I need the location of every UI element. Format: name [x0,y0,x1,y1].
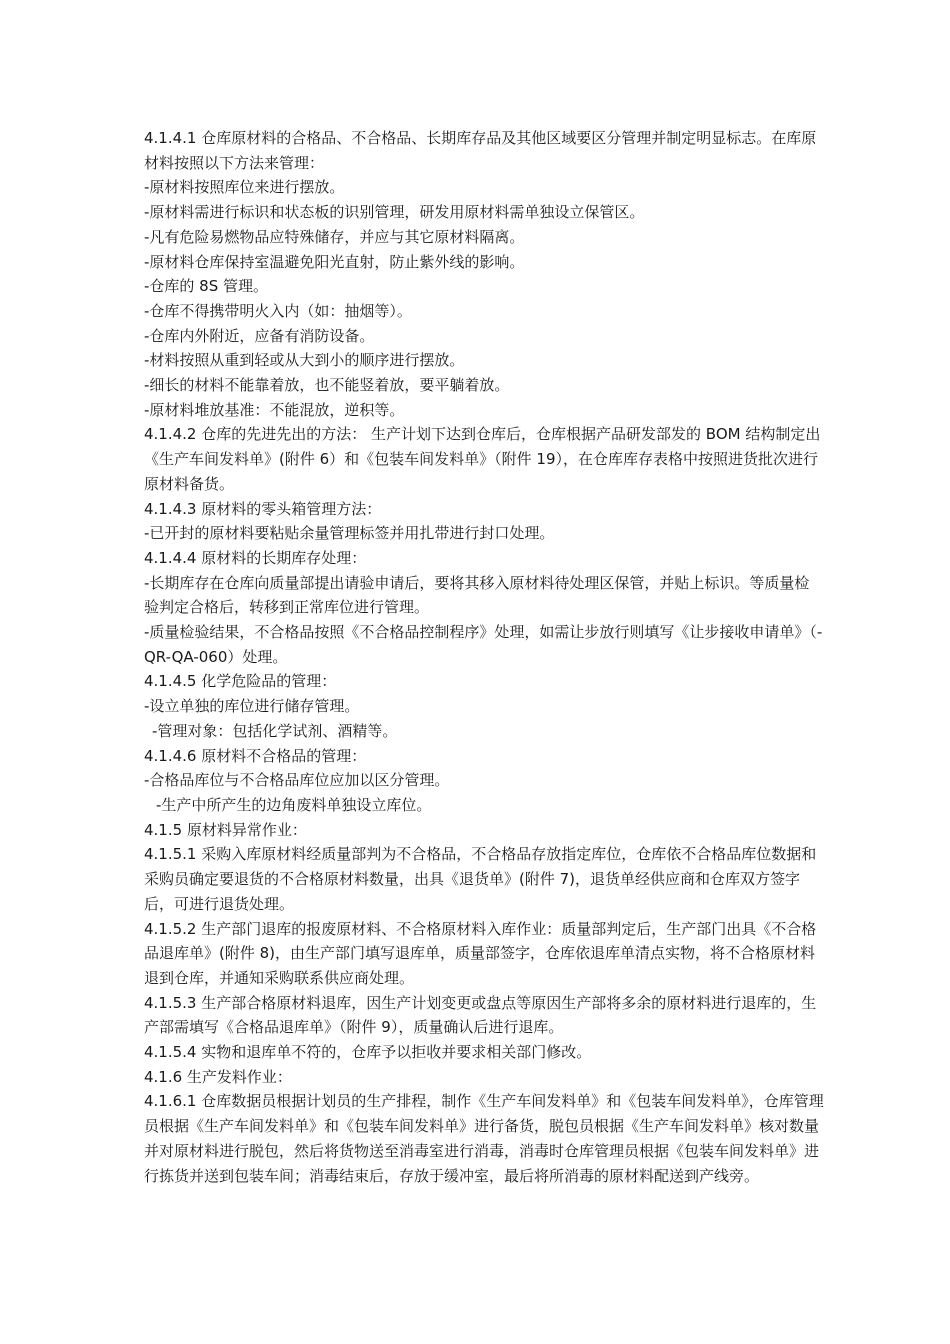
section-heading-4-1-6: 4.1.6 生产发料作业： [144,1067,292,1086]
list-item: -长期库存在仓库向质量部提出请验申请后，要将其移入原材料待处理区保管，并贴上标识。等质量检验判定合格后，转移到正常库位进行管理。 [144,573,810,617]
list-item: -管理对象：包括化学试剂、酒精等。 [152,721,398,740]
list-item: -原材料需进行标识和状态板的识别管理，研发用原材料需单独设立保管区。 [144,203,645,222]
list-item: -合格品库位与不合格品库位应加以区分管理。 [144,771,450,790]
paragraph-4-1-5-2: 4.1.5.2 生产部门退库的报废原材料、不合格原材料入库作业：质量部判定后，生产部门出具《不合格品退库单》(附件 8)，由生产部门填写退库单，质量部签字，仓库依退库单清点实物，将不合格原材料退到仓库，并通知采购联系供应商处理。 [144,919,817,987]
list-item: -生产中所产生的边角废料单独设立库位。 [156,795,432,814]
section-heading-4-1-4-5: 4.1.4.5 化学危险品的管理： [144,672,337,691]
paragraph-4-1-4-1: 4.1.4.1 仓库原材料的合格品、不合格品、长期库存品及其他区域要区分管理并制定明显标志。在库原材料按照以下方法来管理： [144,129,817,172]
paragraph-4-1-5-4: 4.1.5.4 实物和退库单不符的，仓库予以拒收并要求相关部门修改。 [144,1043,592,1062]
list-item: -原材料仓库保持室温避免阳光直射，防止紫外线的影响。 [144,252,525,271]
paragraph-4-1-5-3: 4.1.5.3 生产部合格原材料退库，因生产计划变更或盘点等原因生产部将多余的原材料进行退库的，生产部需填写《合格品退库单》（附件 9），质量确认后进行退库。 [144,993,817,1037]
list-item: -材料按照从重到轻或从大到小的顺序进行摆放。 [144,351,465,370]
list-item: -质量检验结果，不合格品按照《不合格品控制程序》处理，如需让步放行则填写《让步接收申请单》（-QR-QA-060）处理。 [144,623,823,666]
list-item: -已开封的原材料要粘贴余量管理标签并用扎带进行封口处理。 [144,524,555,543]
list-item: -仓库的 8S 管理。 [144,277,269,296]
paragraph-4-1-5-1: 4.1.5.1 采购入库原材料经质量部判为不合格品，不合格品存放指定库位，仓库依不合格品库位数据和采购员确定要退货的不合格原材料数量，出具《退货单》(附件 7)，退货单经供应商和仓库双方签字后，可进行退货处理。 [144,845,817,913]
list-item: -设立单独的库位进行储存管理。 [144,697,360,716]
list-item: -仓库不得携带明火入内（如：抽烟等）。 [144,301,412,320]
list-item: -原材料按照库位来进行摆放。 [144,178,345,197]
paragraph-4-1-6-1: 4.1.6.1 仓库数据员根据计划员的生产排程，制作《生产车间发料单》和《包装车间发料单》，仓库管理员根据《生产车间发料单》和《包装车间发料单》进行备货，脱包员根据《生产车间发料单》核对数量并对原材料进行脱包，然后将货物送至消毒室进行消毒，消毒时仓库管理员根据《包装车间发料单》进行拣货并送到包装车间；消毒结束后，存放于缓冲室，最后将所消毒的原材料配送到产线旁。 [144,1092,824,1185]
section-heading-4-1-5: 4.1.5 原材料异常作业： [144,820,307,839]
section-heading-4-1-4-4: 4.1.4.4 原材料的长期库存处理： [144,548,367,567]
section-heading-4-1-4-3: 4.1.4.3 原材料的零头箱管理方法： [144,499,382,518]
document-body [144,126,824,1188]
list-item: -凡有危险易燃物品应特殊储存，并应与其它原材料隔离。 [144,227,525,246]
list-item: -原材料堆放基准：不能混放，逆积等。 [144,400,405,419]
paragraph-4-1-4-2: 4.1.4.2 仓库的先进先出的方法： 生产计划下达到仓库后，仓库根据产品研发部发的 BOM 结构制定出《生产车间发料单》(附件 6）和《包装车间发料单》（附件 19），在仓库库存表格中按照进货批次进行原材料备货。 [144,425,821,493]
list-item: -仓库内外附近，应备有消防设备。 [144,326,375,345]
list-item: -细长的材料不能靠着放，也不能竖着放，要平躺着放。 [144,376,510,395]
section-heading-4-1-4-6: 4.1.4.6 原材料不合格品的管理： [144,746,367,765]
